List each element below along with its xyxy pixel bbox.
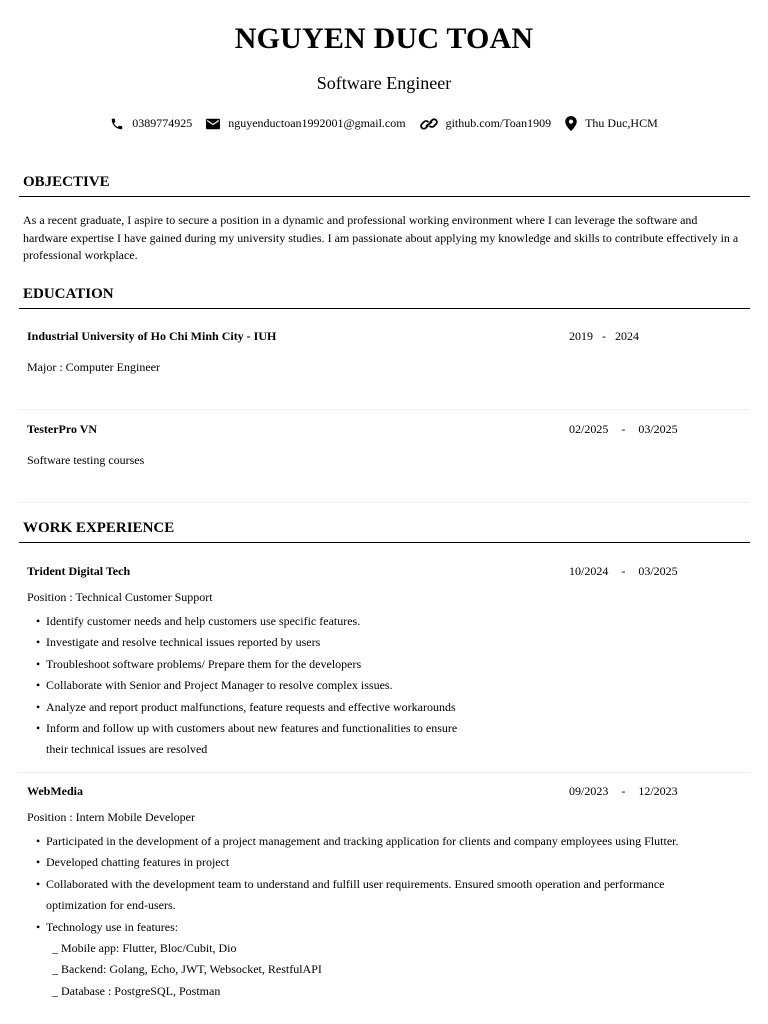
list-item: • Investigate and resolve technical issues reported by users — [37, 632, 737, 653]
work-position: Position : Intern Mobile Developer — [27, 810, 195, 824]
tech-subline — [37, 981, 737, 1002]
entry-divider — [19, 502, 750, 503]
work-dates — [569, 784, 678, 799]
contact-phone[interactable] — [110, 116, 192, 131]
work-rule — [19, 542, 750, 543]
mail-icon — [206, 118, 220, 130]
date-separator: - — [602, 329, 606, 343]
date-separator: - — [621, 784, 626, 798]
list-item: • Technology use in features: — [37, 917, 737, 938]
link-icon — [420, 117, 438, 131]
education-detail: Software testing courses — [27, 453, 145, 467]
date-start: 09/2023 — [569, 784, 609, 798]
location-text: Thu Duc,HCM — [585, 116, 658, 130]
entry-divider — [19, 409, 750, 410]
contact-location — [565, 116, 658, 131]
work-duties-list — [37, 611, 737, 761]
objective-text: As a recent graduate, I aspire to secure a position in a dynamic and professional working environment where I can leverage the software and hardware expertise I have gained during my university studies. I am passionate about applying my knowledge and skills to contribute effectively in a professional workplace. — [23, 213, 739, 262]
date-end: 2024 — [615, 329, 639, 343]
objective-rule — [19, 196, 750, 197]
list-item: • Collaborate with Senior and Project Manager to resolve complex issues. — [37, 675, 737, 696]
date-start: 10/2024 — [569, 564, 609, 578]
list-item: • Analyze and report product malfunctions, feature requests and effective workarounds — [37, 697, 737, 718]
work-company: WebMedia — [27, 784, 83, 798]
list-item: • Collaborated with the development team to understand and fulfill user requirements. Ensured smooth operation and performance — [37, 874, 737, 895]
work-company: Trident Digital Tech — [27, 564, 131, 578]
list-item: • Identify customer needs and help customers use specific features. — [37, 611, 737, 632]
work-position: Position : Technical Customer Support — [27, 590, 213, 604]
list-item: • Inform and follow up with customers about new features and functionalities to ensure — [37, 718, 737, 739]
work-dates — [569, 564, 678, 579]
tech-mobile: _ Mobile app: Flutter, Bloc/Cubit, Dio — [52, 941, 237, 956]
tech-backend: _ Backend: Golang, Echo, JWT, Websocket, RestfulAPI — [52, 962, 322, 977]
date-separator: - — [621, 564, 626, 578]
contact-github[interactable] — [420, 116, 551, 131]
education-dates — [569, 422, 678, 437]
date-end: 03/2025 — [638, 422, 678, 436]
date-separator: - — [621, 422, 626, 436]
education-detail: Major : Computer Engineer — [27, 360, 160, 374]
phone-text: 0389774925 — [132, 116, 193, 130]
tech-subline — [37, 938, 737, 959]
github-text: github.com/Toan1909 — [445, 116, 552, 130]
resume-title: Software Engineer — [316, 73, 452, 93]
education-dates — [569, 329, 639, 344]
phone-icon — [110, 117, 124, 131]
list-item: • Troubleshoot software problems/ Prepare them for the developers — [37, 654, 737, 675]
resume-name: NGUYEN DUC TOAN — [234, 22, 534, 55]
date-start: 02/2025 — [569, 422, 609, 436]
education-school: Industrial University of Ho Chi Minh City - IUH — [27, 329, 277, 343]
work-heading: WORK EXPERIENCE — [23, 520, 175, 536]
work-duties-list — [37, 831, 737, 1002]
objective-heading: OBJECTIVE — [23, 174, 110, 190]
tech-database: _ Database : PostgreSQL, Postman — [52, 983, 221, 998]
date-start: 2019 — [569, 329, 593, 343]
list-item-continuation: their technical issues are resolved — [46, 742, 208, 757]
email-text: nguyenductoan1992001@gmail.com — [228, 116, 406, 130]
entry-divider — [19, 772, 750, 773]
contact-email[interactable] — [206, 116, 405, 131]
education-rule — [19, 308, 750, 309]
list-item: • Participated in the development of a project management and tracking application for clients and company employees using Flutter. — [37, 831, 737, 852]
list-item-continuation: optimization for end-users. — [46, 898, 176, 913]
education-school: TesterPro VN — [27, 422, 98, 436]
education-heading: EDUCATION — [23, 286, 114, 302]
date-end: 03/2025 — [638, 564, 678, 578]
location-pin-icon — [565, 116, 577, 131]
list-item: • Developed chatting features in project — [37, 852, 737, 873]
date-end: 12/2023 — [638, 784, 678, 798]
tech-subline — [37, 959, 737, 980]
contact-bar — [0, 116, 768, 131]
